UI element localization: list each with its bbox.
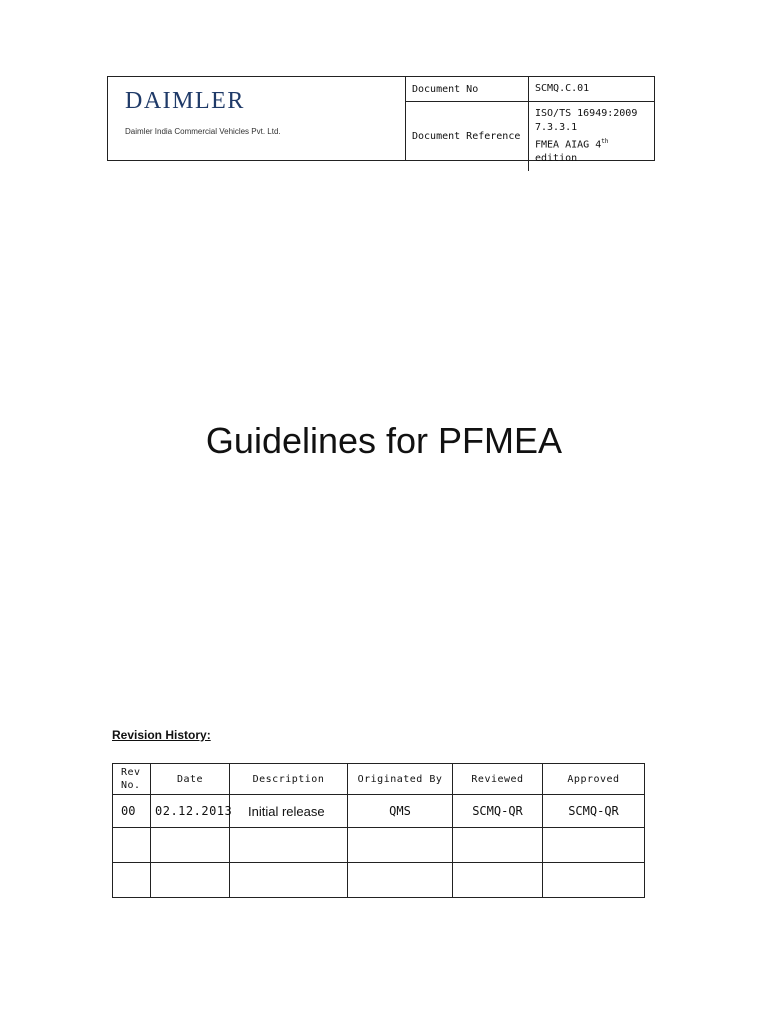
document-no-value: SCMQ.C.01: [535, 83, 590, 94]
cell-date: [151, 828, 230, 863]
document-no-row: [406, 77, 654, 102]
table-row: [113, 863, 645, 898]
col-originated-by: Originated By: [348, 764, 453, 795]
cell-rev: [113, 863, 151, 898]
cell-approved: SCMQ-QR: [543, 795, 645, 828]
revision-history-table: [112, 763, 645, 898]
revision-history-heading: Revision History:: [112, 728, 211, 742]
document-ref-value: [529, 102, 654, 171]
cell-reviewed: [453, 863, 543, 898]
cell-date: [151, 863, 230, 898]
cell-description: [230, 828, 348, 863]
col-description: Description: [230, 764, 348, 795]
col-date: Date: [151, 764, 230, 795]
table-row: [113, 795, 645, 828]
document-ref-line: ISO/TS 16949:2009: [535, 108, 638, 119]
cell-originated-by: QMS: [348, 795, 453, 828]
document-no-label: Document No: [406, 77, 529, 101]
col-reviewed: Reviewed: [453, 764, 543, 795]
cell-rev: [113, 828, 151, 863]
cell-originated-by: [348, 863, 453, 898]
cell-reviewed: [453, 828, 543, 863]
col-approved: Approved: [543, 764, 645, 795]
cell-approved: [543, 828, 645, 863]
cell-date: 02.12.2013: [151, 795, 230, 828]
document-ref-line: 7.3.3.1: [535, 122, 578, 133]
cell-description: [230, 863, 348, 898]
document-ref-label: Document Reference: [406, 102, 529, 171]
document-ref-line: FMEA AIAG 4th edition: [535, 138, 609, 165]
document-title: Guidelines for PFMEA: [205, 420, 563, 461]
col-rev-no: Rev No.: [113, 764, 151, 795]
cell-rev: 00: [113, 795, 151, 828]
cell-originated-by: [348, 828, 453, 863]
cell-approved: [543, 863, 645, 898]
table-row: [113, 828, 645, 863]
cell-description: Initial release: [230, 795, 348, 828]
document-ref-row: [406, 102, 654, 171]
company-name: Daimler India Commercial Vehicles Pvt. Ltd.: [125, 127, 281, 136]
document-header: [107, 76, 655, 165]
document-meta: [406, 77, 654, 165]
daimler-logo: DAIMLER: [125, 88, 245, 114]
company-logo-block: [108, 77, 406, 160]
table-header-row: [113, 764, 645, 795]
cell-reviewed: SCMQ-QR: [453, 795, 543, 828]
